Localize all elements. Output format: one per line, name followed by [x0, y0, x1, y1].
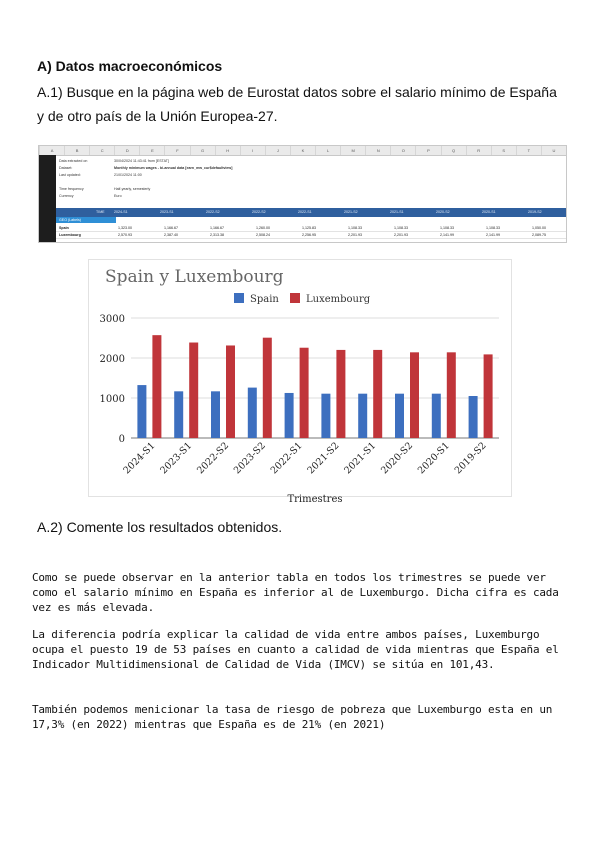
spreadsheet-screenshot	[38, 145, 567, 243]
question-a1: A.1) Busque en la página web de Eurostat datos sobre el salario mínimo de España y de otro país de la Unión Europea-27.	[37, 84, 557, 124]
y-tick-label: 0	[118, 434, 125, 445]
y-tick-label: 3000	[99, 314, 125, 325]
answer-paragraph: Como se puede observar en la anterior tabla en todos los trimestres se puede ver como el salario mínimo en España es inferior al de Luxemburgo. Dicha cifra es cada vez es más elevada.	[32, 571, 559, 614]
meta-label: Time frequency	[59, 187, 84, 191]
geo-label: GEO (Labels)	[59, 218, 81, 222]
bar-spain	[137, 385, 146, 438]
bar-luxembourg	[226, 345, 235, 438]
bar-spain	[358, 394, 367, 438]
bar-luxembourg	[336, 350, 345, 438]
column-letter: G	[190, 146, 215, 155]
column-letter: F	[164, 146, 189, 155]
table-cell: 2,141.99	[440, 233, 454, 237]
table-cell: 1,050.00	[532, 226, 546, 230]
period-header: 2024-S1	[114, 210, 128, 214]
table-cell: 1,166.67	[164, 226, 178, 230]
legend-label: Luxembourg	[306, 294, 371, 305]
bar-spain	[174, 391, 183, 438]
meta-value: Half-yearly, semesterly	[114, 187, 151, 191]
y-tick-label: 1000	[99, 394, 125, 405]
bar-spain	[248, 388, 257, 438]
column-letter: C	[89, 146, 114, 155]
chart-title: Spain y Luxembourg	[105, 267, 284, 287]
x-tick-label: 2019-S2	[452, 440, 489, 477]
bar-luxembourg	[300, 348, 309, 438]
bar-luxembourg	[410, 352, 419, 438]
column-letter: H	[215, 146, 240, 155]
column-letter: O	[390, 146, 415, 155]
meta-value: 21/01/2024 11:00	[114, 173, 142, 177]
table-cell: 1,323.00	[118, 226, 132, 230]
table-cell: 2,201.93	[394, 233, 408, 237]
bar-spain	[321, 394, 330, 438]
meta-row	[56, 165, 566, 171]
column-letter: E	[139, 146, 164, 155]
meta-row	[56, 193, 566, 199]
x-tick-label: 2023-S2	[231, 440, 268, 477]
bar-spain	[395, 394, 404, 438]
geo-label-band	[56, 217, 116, 223]
x-axis-label: Trimestres	[287, 494, 343, 505]
period-header: 2021-S2	[344, 210, 358, 214]
column-letter: M	[340, 146, 365, 155]
meta-value: Monthly minimum wages - bi-annual data [earn_mw_cur$defaultview]	[114, 166, 233, 170]
column-letter: A	[39, 146, 64, 155]
column-letter: D	[114, 146, 139, 155]
meta-row	[56, 186, 566, 192]
x-tick-label: 2022-S1	[268, 440, 305, 477]
bar-luxembourg	[189, 343, 198, 438]
period-header: 2019-S2	[528, 210, 542, 214]
meta-value: 30/04/2024 11:43:41 from [ESTAT]	[114, 159, 169, 163]
x-tick-label: 2022-S2	[195, 440, 232, 477]
table-cell: 2,256.95	[302, 233, 316, 237]
table-cell: 1,108.33	[440, 226, 454, 230]
period-header: 2020-S1	[482, 210, 496, 214]
period-header: 2022-S1	[298, 210, 312, 214]
bar-spain	[211, 391, 220, 438]
table-cell: 2,570.93	[118, 233, 132, 237]
bar-spain	[285, 393, 294, 438]
bar-luxembourg	[373, 350, 382, 438]
period-header-band	[56, 208, 566, 217]
bar-luxembourg	[263, 338, 272, 438]
column-letter: S	[491, 146, 516, 155]
bar-luxembourg	[447, 352, 456, 438]
bar-spain	[432, 394, 441, 438]
column-letter: I	[240, 146, 265, 155]
meta-value: Euro	[114, 194, 122, 198]
meta-row	[56, 179, 566, 185]
column-letter: U	[541, 146, 566, 155]
meta-label: Data extracted on	[59, 159, 88, 163]
row-number-strip	[39, 155, 56, 242]
x-tick-label: 2020-S2	[379, 440, 416, 477]
legend-label: Spain	[250, 294, 279, 305]
table-cell: 1,108.33	[348, 226, 362, 230]
bar-chart	[88, 259, 512, 505]
column-letter: N	[365, 146, 390, 155]
meta-label: Dataset:	[59, 166, 73, 170]
table-cell: 2,387.40	[164, 233, 178, 237]
question-a2: A.2) Comente los resultados obtenidos.	[37, 519, 283, 535]
table-cell: 1,166.67	[210, 226, 224, 230]
bar-luxembourg	[152, 335, 161, 438]
legend-swatch	[234, 293, 244, 303]
period-header: 2022-S2	[206, 210, 220, 214]
period-header: 2023-S1	[160, 210, 174, 214]
section-heading: A) Datos macroeconómicos	[37, 58, 223, 74]
period-header: 2022-S2	[252, 210, 266, 214]
table-cell: 1,108.33	[394, 226, 408, 230]
table-cell: 2,508.24	[256, 233, 270, 237]
x-tick-label: 2021-S2	[305, 440, 342, 477]
column-letter: J	[265, 146, 290, 155]
bar-chart-svg	[89, 260, 511, 505]
table-cell: 2,089.75	[532, 233, 546, 237]
row-country: Luxembourg	[59, 233, 81, 237]
x-tick-label: 2023-S1	[158, 440, 195, 477]
column-letter: P	[415, 146, 440, 155]
column-letter: K	[290, 146, 315, 155]
y-tick-label: 2000	[99, 354, 125, 365]
table-cell: 2,141.99	[486, 233, 500, 237]
period-header: 2020-S2	[436, 210, 450, 214]
time-label: TIME	[96, 210, 105, 214]
x-tick-label: 2024-S1	[121, 440, 158, 477]
column-letter: Q	[441, 146, 466, 155]
period-header: 2021-S1	[390, 210, 404, 214]
column-header-row	[39, 146, 566, 156]
bar-spain	[469, 396, 478, 438]
column-letter: R	[466, 146, 491, 155]
x-tick-label: 2020-S1	[415, 440, 452, 477]
table-cell: 2,313.38	[210, 233, 224, 237]
legend-swatch	[290, 293, 300, 303]
row-country: Spain	[59, 226, 69, 230]
meta-label: Currency	[59, 194, 74, 198]
column-letter: L	[315, 146, 340, 155]
table-row	[56, 232, 566, 239]
answer-paragraph: La diferencia podría explicar la calidad de vida entre ambos países, Luxemburgo ocupa el puesto 19 de 53 países en cuanto a calidad de vida mientras que España el Indicador Multidimensional de Calidad de Vida (IMCV) se sitúa en 101,43.	[32, 628, 559, 671]
meta-row	[56, 172, 566, 178]
table-cell: 1,260.00	[256, 226, 270, 230]
answer-paragraph: También podemos menicionar la tasa de riesgo de pobreza que Luxemburgo esta en un 17,3% (en 2022) mientras que España es de 21% (en 2021)	[32, 703, 553, 731]
table-cell: 1,125.83	[302, 226, 316, 230]
bar-luxembourg	[484, 354, 493, 438]
column-letter: T	[516, 146, 541, 155]
table-cell: 2,201.93	[348, 233, 362, 237]
meta-row	[56, 158, 566, 164]
meta-label: Last updated:	[59, 173, 81, 177]
column-letter: B	[64, 146, 89, 155]
table-row	[56, 225, 566, 232]
x-tick-label: 2021-S1	[342, 440, 379, 477]
table-cell: 1,108.33	[486, 226, 500, 230]
